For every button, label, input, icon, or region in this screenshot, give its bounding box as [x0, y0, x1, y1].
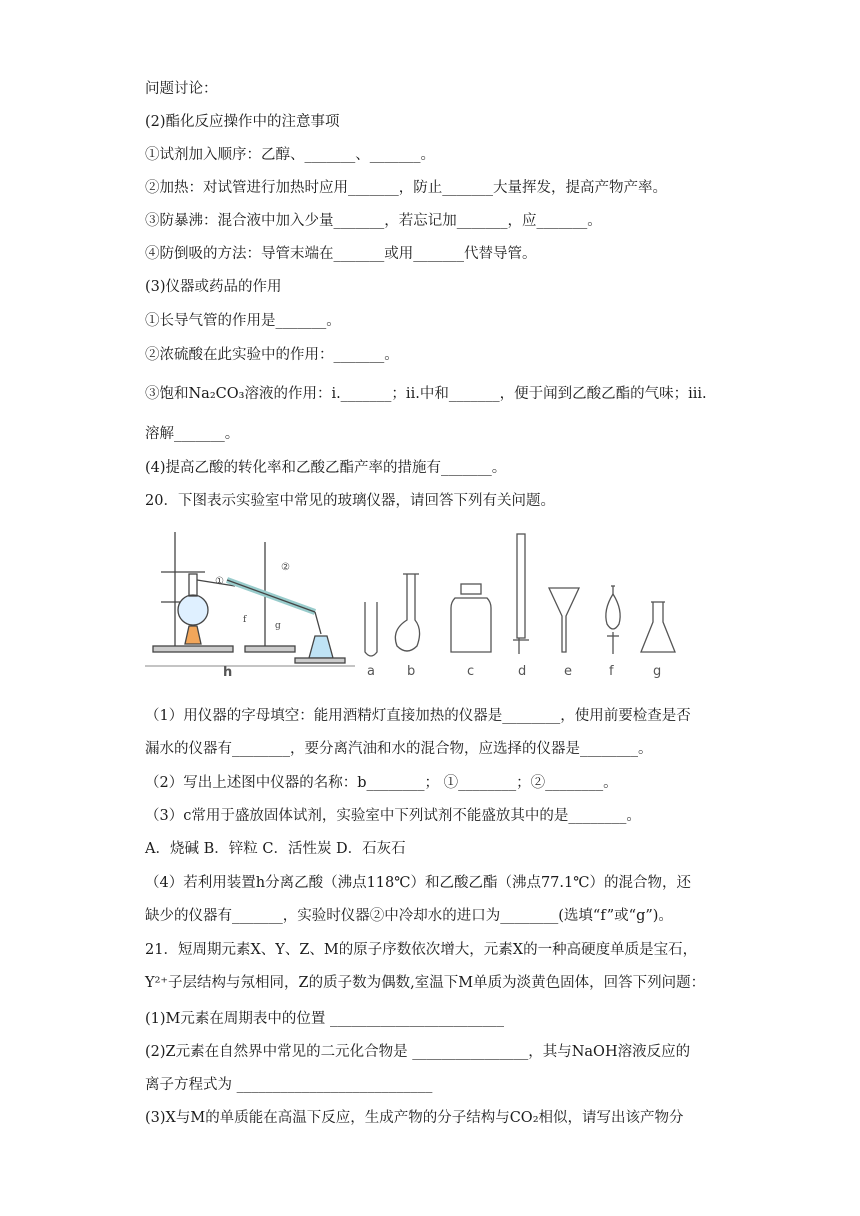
- text-line: （4）若利用装置h分离乙酸（沸点118℃）和乙酸乙酯（沸点77.1℃）的混合物，还: [145, 875, 691, 891]
- text-line: 漏水的仪器有________，要分离汽油和水的混合物，应选择的仪器是________。: [145, 741, 653, 757]
- text-line: (3)X与M的单质能在高温下反应，生成产物的分子结构与CO₂相似，请写出该产物分: [145, 1110, 684, 1126]
- test-tube-a: [365, 602, 377, 656]
- text-line: 溶解_______。: [145, 426, 240, 442]
- text-line: 问题讨论：: [145, 81, 218, 97]
- text-line: (1)M元素在周期表中的位置 ________________________: [145, 1011, 504, 1027]
- text-line: (2)酯化反应操作中的注意事项: [145, 114, 340, 130]
- text-line: （1）用仪器的字母填空：能用酒精灯直接加热的仪器是________，使用前要检查是否: [145, 708, 691, 724]
- text-line: ②浓硫酸在此实验中的作用：_______。: [145, 347, 399, 363]
- label-small-g: g: [275, 621, 281, 631]
- text-line: ②加热：对试管进行加热时应用_______，防止_______大量挥发，提高产物产率。: [145, 180, 667, 196]
- text-line: (4)提高乙酸的转化率和乙酸乙酯产率的措施有_______。: [145, 460, 507, 476]
- label-c: c: [467, 664, 475, 679]
- volumetric-flask-b: [395, 574, 419, 651]
- text-line: 20．下图表示实验室中常见的玻璃仪器，请回答下列有关问题。: [145, 493, 555, 509]
- text-line: ③防暴沸：混合液中加入少量_______，若忘记加_______，应_______。: [145, 213, 602, 229]
- text-line: ①试剂加入顺序：乙醇、_______、_______。: [145, 147, 435, 163]
- glassware-figure: [145, 522, 705, 692]
- text-line: 21．短周期元素X、Y、Z、M的原子序数依次增大，元素X的一种高硬度单质是宝石，: [145, 942, 698, 958]
- text-line: (2)Z元素在自然界中常见的二元化合物是 ________________，其与NaOH溶液反应的: [145, 1044, 691, 1060]
- text-line: （3）c常用于盛放固体试剂，实验室中下列试剂不能盛放其中的是________。: [145, 808, 641, 824]
- marker-2: ②: [281, 562, 290, 573]
- text-line: ④防倒吸的方法：导管末端在_______或用_______代替导管。: [145, 246, 537, 262]
- text-line: ③饱和Na₂CO₃溶液的作用：i._______；ii.中和_______，便于闻到乙酸乙酯的气味；iii.: [145, 386, 707, 402]
- text-line: (3)仪器或药品的作用: [145, 279, 282, 295]
- label-e: e: [564, 664, 572, 679]
- text-line: 缺少的仪器有_______，实验时仪器②中冷却水的进口为________(选填“f”或“g”)。: [145, 908, 673, 924]
- label-small-f: f: [243, 615, 247, 625]
- conical-flask-g: [641, 602, 675, 652]
- funnel-e: [549, 588, 579, 652]
- label-a: a: [367, 664, 375, 679]
- label-h: h: [223, 665, 233, 680]
- label-d: d: [518, 664, 527, 679]
- burette-d: [513, 534, 529, 654]
- label-g: g: [653, 664, 662, 679]
- text-line: A．烧碱 B．锌粒 C．活性炭 D．石灰石: [145, 841, 406, 857]
- label-b: b: [407, 664, 416, 679]
- reagent-bottle-c: [451, 584, 491, 652]
- marker-1: ①: [215, 576, 224, 587]
- separatory-funnel-f: [606, 586, 620, 654]
- text-line: Y²⁺子层结构与氖相同，Z的质子数为偶数,室温下M单质为淡黄色固体，回答下列问题：: [145, 975, 706, 991]
- text-line: 离子方程式为 ___________________________: [145, 1077, 433, 1093]
- text-line: ①长导气管的作用是_______。: [145, 313, 341, 329]
- label-f: f: [609, 664, 614, 679]
- distillation-apparatus-h: [153, 532, 345, 663]
- text-line: （2）写出上述图中仪器的名称：b________； ①________；②________。: [145, 775, 618, 791]
